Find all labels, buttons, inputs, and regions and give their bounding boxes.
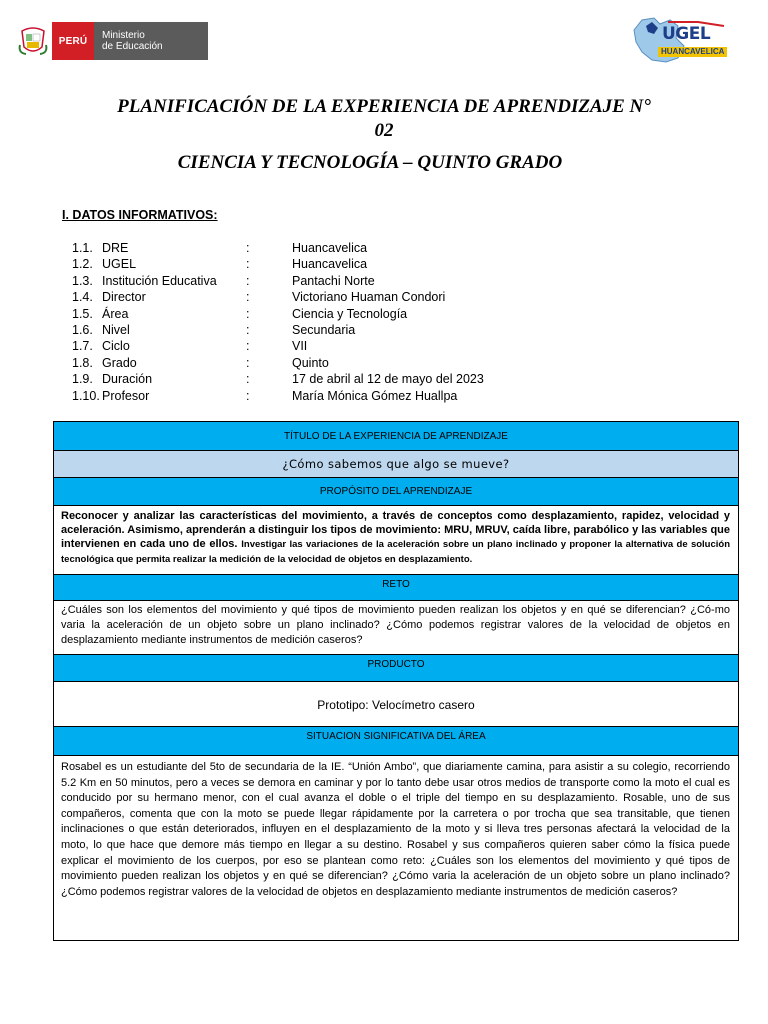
datos-num: 1.3. xyxy=(72,273,93,288)
datos-value: Quinto xyxy=(292,355,329,370)
proposito-bold: Reconocer y analizar las características del movimiento, a través de conceptos como desplazamiento, rapidez, velocidad y aceleración. Asimismo, aprenderán a distinguir los tipos de movimiento: MRU, MRUV, caída libre, parabólico y las variables que intervienen en cada uno de ellos. xyxy=(61,510,730,550)
datos-label: Profesor xyxy=(102,388,150,403)
datos-num: 1.2. xyxy=(72,257,93,272)
minedu-logo xyxy=(14,22,208,60)
datos-colon: : xyxy=(246,355,250,370)
datos-label: Área xyxy=(102,306,129,321)
datos-row xyxy=(72,388,572,404)
datos-row xyxy=(72,256,572,272)
ministry-line1: Ministerio xyxy=(102,30,145,41)
datos-row xyxy=(72,355,572,371)
datos-list xyxy=(72,240,572,404)
datos-label: Grado xyxy=(102,355,137,370)
datos-colon: : xyxy=(246,273,250,288)
proposito-text xyxy=(54,506,738,575)
datos-num: 1.5. xyxy=(72,306,93,321)
datos-label: UGEL xyxy=(102,257,137,272)
datos-num: 1.1. xyxy=(72,241,93,255)
datos-num: 1.7. xyxy=(72,339,93,354)
datos-colon: : xyxy=(246,322,250,337)
datos-num: 1.6. xyxy=(72,322,93,337)
datos-value: Victoriano Huaman Condori xyxy=(292,290,446,305)
datos-label: Nivel xyxy=(102,322,130,337)
producto-header: PRODUCTO xyxy=(54,655,738,682)
reto-header: RETO xyxy=(54,575,738,601)
datos-label: Institución Educativa xyxy=(102,273,217,288)
datos-num: 1.4. xyxy=(72,290,93,305)
datos-num: 1.9. xyxy=(72,372,93,387)
datos-value: 17 de abril al 12 de mayo del 2023 xyxy=(292,372,484,387)
datos-row xyxy=(72,306,572,322)
coat-of-arms-icon xyxy=(14,22,52,60)
datos-colon: : xyxy=(246,339,250,354)
producto-text: Prototipo: Velocímetro casero xyxy=(54,682,738,727)
situacion-header: SITUACION SIGNIFICATIVA DEL ÁREA xyxy=(54,727,738,756)
situacion-text: Rosabel es un estudiante del 5to de secundaria de la IE. “Unión Ambo”, que diariamente camina, para asistir a su colegio, recorriendo 5.2 Km en 50 minutos, pero a veces se demora en caminar y por lo tanto debe usar otros medios de transporte como la moto el cual es conducido por su hermano menor, con el cual avanza el doble o el triple del tiempo en su desplazamiento. Rosable, uno de sus compañeros, comenta que con la moto se puede llegar rápidamente por la carretera o por trocha que sea transitable, que tienen inclinaciones o que están deteriorados, influyen en el desplazamiento de la moto y si lleva tres personas afectará la velocidad de la moto, lo que hace que demore más tiempo en llegar a su destino. Rosabel y sus compañeros quieren saber cómo la física puede explicar el movimiento de los cuerpos, por eso se plantean como reto: ¿Cuáles son los elementos del movimiento y qué tipos de movimiento pueden realizan los objetos y en qué se diferencian? ¿Cómo varia la aceleración de un objeto sobre un plano inclinado? ¿Cómo podemos registrar valores de la velocidad de objetos en desplazamiento mediante instrumentos de medición caseros? xyxy=(61,761,730,898)
datos-label: Ciclo xyxy=(102,339,130,354)
datos-label: Director xyxy=(102,290,146,305)
ministry-label xyxy=(94,22,208,60)
document-subtitle: CIENCIA Y TECNOLOGÍA – QUINTO GRADO xyxy=(177,152,563,173)
datos-value: VII xyxy=(292,339,308,354)
experience-table xyxy=(53,421,739,941)
document-title xyxy=(100,95,668,143)
datos-colon: : xyxy=(246,388,250,403)
datos-row xyxy=(72,273,572,289)
datos-row xyxy=(72,338,572,354)
datos-heading: I. DATOS INFORMATIVOS: xyxy=(62,208,218,222)
datos-row xyxy=(72,322,572,338)
datos-value: Huancavelica xyxy=(292,241,368,255)
ugel-label: UGEL xyxy=(662,24,711,44)
ugel-region: HUANCAVELICA xyxy=(658,47,727,57)
title-line2: 02 xyxy=(374,120,394,141)
datos-colon: : xyxy=(246,372,250,387)
datos-value: María Mónica Gómez Huallpa xyxy=(292,388,458,403)
reto-text: ¿Cuáles son los elementos del movimiento y qué tipos de movimiento pueden realizan los objetos y en qué se diferencian? ¿Có-mo varia la aceleración de un objeto sobre un plano inclinado? ¿Cómo podemos registrar valores de la velocidad de objetos en desplazamiento mediante instrumentos de medición caseros? xyxy=(54,601,738,655)
datos-row xyxy=(72,371,572,387)
datos-colon: : xyxy=(246,241,250,255)
datos-value: Pantachi Norte xyxy=(292,273,375,288)
datos-colon: : xyxy=(246,290,250,305)
proposito-header: PROPÓSITO DEL APRENDIZAJE xyxy=(54,478,738,506)
ugel-logo xyxy=(628,12,726,66)
datos-value: Secundaria xyxy=(292,322,356,337)
titulo-value: ¿Cómo sabemos que algo se mueve? xyxy=(54,451,738,478)
peru-label: PERÚ xyxy=(52,22,94,60)
ministry-line2: de Educación xyxy=(102,41,163,52)
datos-label: DRE xyxy=(102,241,129,255)
datos-value: Huancavelica xyxy=(292,257,368,272)
title-line1: PLANIFICACIÓN DE LA EXPERIENCIA DE APRENDIZAJE N° xyxy=(117,96,651,117)
datos-colon: : xyxy=(246,306,250,321)
datos-num: 1.10. xyxy=(72,388,100,403)
datos-num: 1.8. xyxy=(72,355,93,370)
datos-label: Duración xyxy=(102,372,153,387)
datos-colon: : xyxy=(246,257,250,272)
proposito-small: Investigar las variaciones de la aceleración sobre un plano inclinado y proponer la alternativa de solución tecnológica que permita realizar la medición de la velocidad de objetos en desplazamiento. xyxy=(61,539,731,565)
datos-row xyxy=(72,289,572,305)
titulo-header: TÍTULO DE LA EXPERIENCIA DE APRENDIZAJE xyxy=(54,422,738,451)
datos-value: Ciencia y Tecnología xyxy=(292,306,408,321)
datos-row xyxy=(72,240,572,256)
